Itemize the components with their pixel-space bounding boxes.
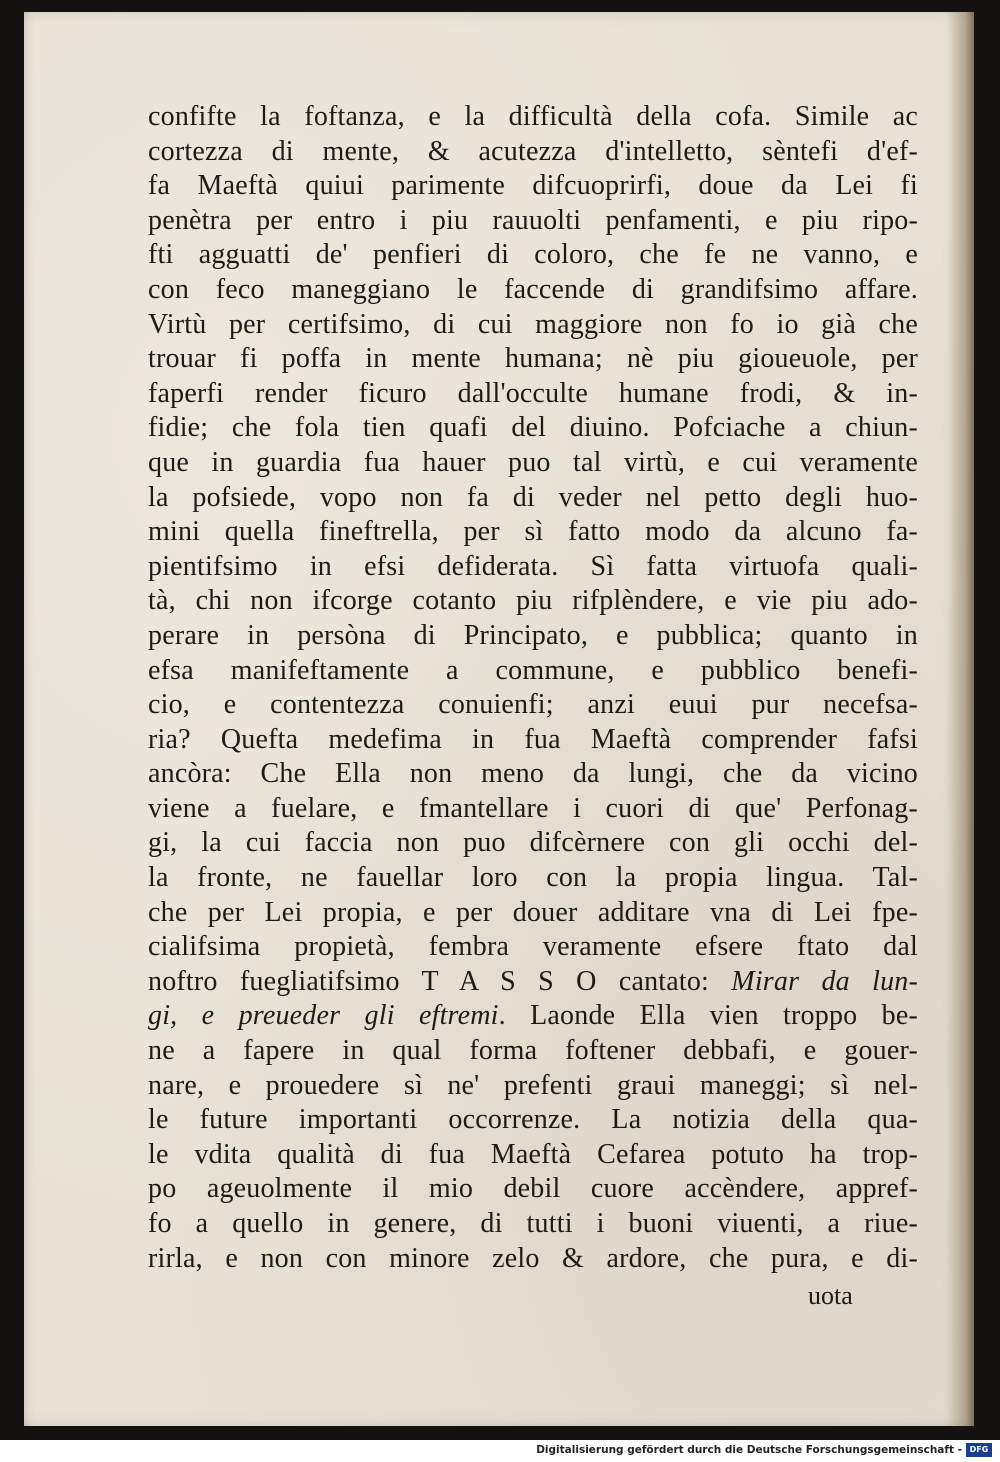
text-line: que in guardia fua hauer puo tal virtù, e cui veramente [148,446,918,478]
text-line: confifte la foftanza, e la difficultà della cofa. Simile ac [148,101,918,132]
text-line: faperfi render ficuro dall'occulte humane frodi, & in- [148,377,918,409]
text-line: trouar fi poffa in mente humana; nè piu gioueuole, per [148,343,918,375]
text-line: fo a quello in genere, di tutti i buoni viuenti, a riue- [148,1208,918,1239]
quoted-verse: Mirar da lun- [731,965,918,997]
funding-credit: Digitalisierung gefördert durch die Deutsche Forschungsgemeinschaft - [536,1444,962,1456]
text-line: po ageuolmente il mio debil cuore accèndere, appref- [148,1173,918,1205]
text-line: gi, e preueder gli eftremi. Laonde Ella vien troppo be- [148,1000,918,1032]
text-line: fti agguatti de' penfieri di coloro, che fe ne vanno, e [148,239,918,271]
text-line: mini quella fineftrella, per sì fatto modo da alcuno fa- [148,516,918,548]
text-line: efsa manifeftamente a commune, e pubblico benefi- [148,654,918,686]
text-line: rirla, e non con minore zelo & ardore, che pura, e di- [148,1242,918,1274]
text-line: ria? Quefta medefima in fua Maeftà comprender fafsi [148,723,918,755]
text-line: ancòra: Che Ella non meno da lungi, che da vicino [148,758,918,790]
text-line: le vdita qualità di fua Maeftà Cefarea potuto ha trop- [148,1138,918,1170]
text-line: gi, la cui faccia non puo difcèrnere con gli occhi del- [148,827,918,859]
text-line: nare, e prouedere sì ne' prefenti graui maneggi; sì nel- [148,1069,918,1101]
text-line: che per Lei propia, e per douer additare vna di Lei fpe- [148,896,918,928]
quoted-verse: gi, e preueder gli eftremi [148,1000,499,1032]
text-line: ne a fapere in qual forma foftener debbafi, e gouer- [148,1035,918,1067]
text-line: cortezza di mente, & acutezza d'intelletto, sèntefi d'ef- [148,135,918,167]
text-line: perare in persòna di Principato, e pubblica; quanto in [148,619,918,651]
text-line: viene a fuelare, e fmantellare i cuori di que' Perfonag- [148,792,918,824]
text-line: con feco maneggiano le faccende di grandifsimo affare. [148,273,918,305]
dfg-logo-icon: DFG [966,1443,992,1457]
footer-bar [0,1440,1000,1462]
body-text [148,100,918,1276]
text-line: cio, e contentezza conuienfi; anzi euui pur necefsa- [148,689,918,721]
text-line: cialifsima propietà, fembra veramente efsere ftato dal [148,931,918,963]
page-edge-shadow [946,12,974,1426]
text-line: penètra per entro i piu rauuolti penfamenti, e piu ripo- [148,204,918,236]
text-line: pientifsimo in efsi defiderata. Sì fatta virtuofa quali- [148,550,918,582]
text-line: noftro fuegliatifsimo T A S S O cantato: Mirar da lun- [148,965,918,997]
catchword: uota [808,1281,853,1310]
text-line: tà, chi non ifcorge cotanto piu rifplèndere, e vie piu ado- [148,585,918,617]
text-line: le future importanti occorrenze. La notizia della qua- [148,1104,918,1136]
text-line: la pofsiede, vopo non fa di veder nel petto degli huo- [148,481,918,513]
text-line: la fronte, ne fauellar loro con la propia lingua. Tal- [148,862,918,894]
text-line: fidie; che fola tien quafi del diuino. Pofciache a chiun- [148,412,918,444]
text-line: fa Maeftà quiui parimente difcuoprirfi, doue da Lei fi [148,170,918,202]
text-line: Virtù per certifsimo, di cui maggiore non fo io già che [148,308,918,340]
